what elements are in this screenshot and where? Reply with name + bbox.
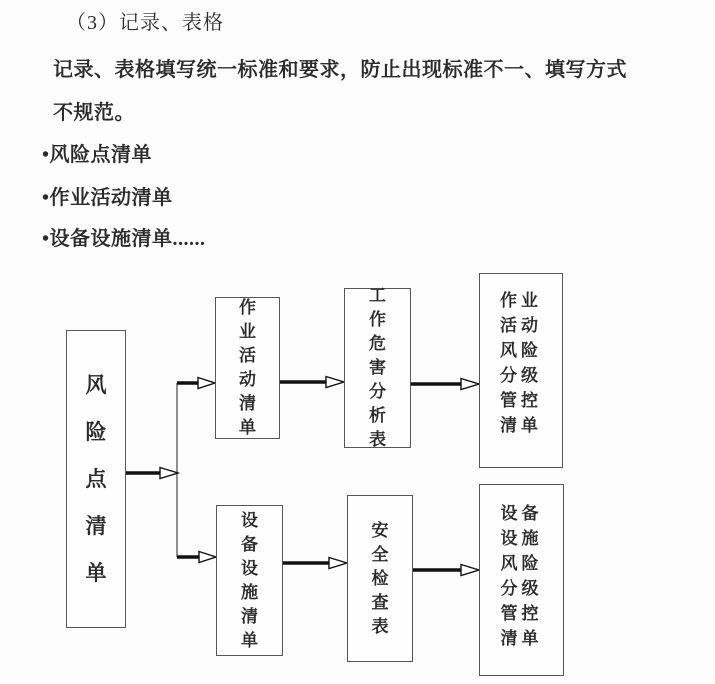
edge-branch-to-workactivity — [177, 378, 215, 389]
node-equipment-facility-risk-grading-control-list — [479, 484, 564, 676]
node-job-hazard-analysis-table — [344, 288, 411, 448]
node-label: 设备设施风险分级管控清单 — [500, 504, 543, 648]
node-label: 作业活动清单 — [239, 298, 256, 437]
edge-equipmentfacility-to-safetycheck — [283, 558, 347, 569]
paragraph-line-1: 记录、表格填写统一标准和要求，防止出现标准不一、填写方式 — [53, 59, 627, 81]
edge-riskpoint-to-branch — [126, 468, 178, 479]
node-label: 作业活动风险分级管控清单 — [500, 290, 542, 435]
bullet-risk-point-list: •风险点清单 — [42, 144, 153, 166]
edge-jobhazard-to-workriskcontrol — [411, 379, 479, 390]
node-work-activity-list — [215, 297, 280, 439]
edge-branch-to-equipmentfacility — [177, 552, 216, 563]
node-work-activity-risk-grading-control-list — [479, 273, 563, 468]
paragraph-line-2: 不规范。 — [53, 102, 135, 124]
node-equipment-facility-list — [216, 505, 283, 656]
node-safety-check-table — [347, 495, 413, 662]
node-risk-point-list — [66, 330, 126, 628]
bullet-work-activity-list: •作业活动清单 — [42, 187, 173, 209]
node-label: 风险点清单 — [85, 372, 107, 585]
edge-safetycheck-to-equipriskcontrol — [413, 565, 479, 576]
edge-workactivity-to-jobhazard — [280, 377, 344, 388]
node-label: 安全检查表 — [371, 520, 389, 636]
node-label: 设备设施清单 — [241, 510, 258, 650]
bullet-equipment-facility-list: •设备设施清单...... — [42, 228, 206, 250]
node-label: 工作危害分析表 — [369, 286, 386, 449]
section-heading: （3）记录、表格 — [66, 12, 224, 34]
